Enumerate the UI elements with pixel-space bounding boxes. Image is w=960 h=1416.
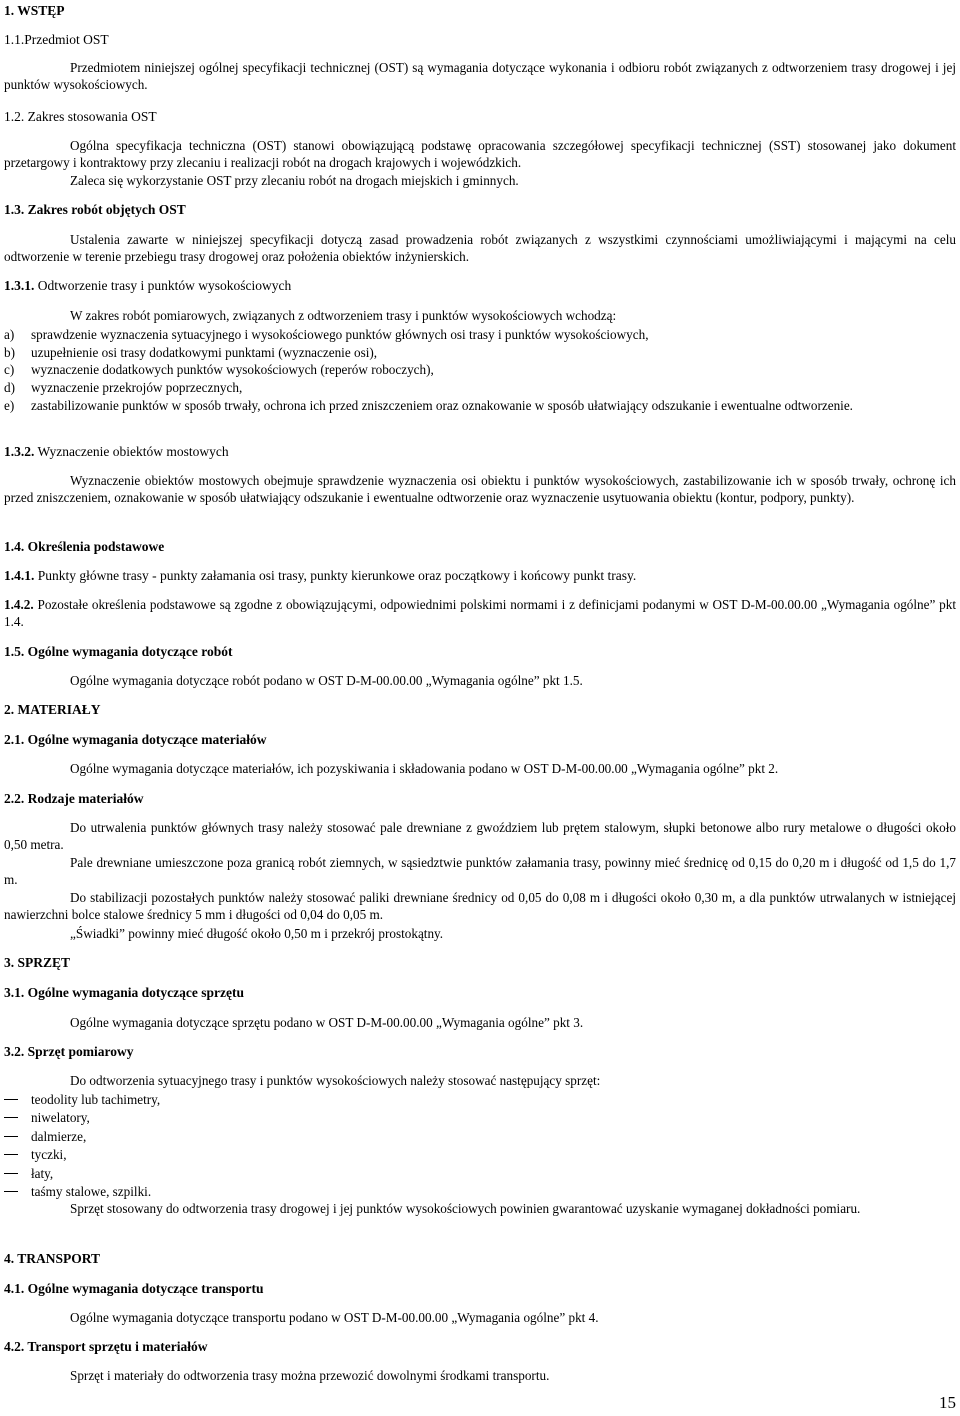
list-item: taśmy stalowe, szpilki.	[31, 1184, 152, 1199]
heading-1-3-2-title: Wyznaczenie obiektów mostowych	[37, 444, 229, 459]
list-item: teodolity lub tachimetry,	[31, 1092, 161, 1107]
paragraph-1-2-a: Ogólna specyfikacja techniczna (OST) stanowi obowiązującą podstawę opracowania szczegółowej specyfikacji technicznej (SST) stosowanej jako dokument przetargowy i kontraktowy przy zlecaniu i realizacji robót na drogach krajowych i wojewódzkich.	[4, 138, 956, 170]
paragraph-2-2-d: „Świadki” powinny mieć długość około 0,50 m i przekrój prostokątny.	[70, 926, 444, 941]
heading-1-3-2	[4, 443, 229, 460]
dash-bullet	[4, 1173, 18, 1174]
heading-4-2: 4.2. Transport sprzętu i materiałów	[4, 1339, 208, 1354]
paragraph-1-4-2	[4, 596, 956, 630]
paragraph-4-2: Sprzęt i materiały do odtworzenia trasy można przewozić dowolnymi środkami transportu.	[70, 1368, 550, 1383]
list-label: a)	[4, 327, 15, 342]
paragraph-1-4-2-text: Pozostałe określenia podstawowe są zgodne z obowiązującymi, odpowiednimi polskimi normami i z definicjami podanymi w OST D-M-00.00.00 „Wymagania ogólne” pkt 1.4.	[4, 597, 957, 629]
list-item: zastabilizowanie punktów w sposób trwały, ochrona ich przed zniszczeniem oraz oznakowanie w sposób ułatwiający odszukanie i ewentualne odtworzenie.	[31, 398, 853, 413]
dash-bullet	[4, 1136, 18, 1137]
paragraph-3-1: Ogólne wymagania dotyczące sprzętu podano w OST D-M-00.00.00 „Wymagania ogólne” pkt 3.	[70, 1015, 584, 1030]
heading-1-3-1-title: Odtworzenie trasy i punktów wysokościowych	[37, 278, 292, 293]
paragraph-1-5: Ogólne wymagania dotyczące robót podano w OST D-M-00.00.00 „Wymagania ogólne” pkt 1.5.	[70, 673, 583, 688]
paragraph-1-3: Ustalenia zawarte w niniejszej specyfikacji dotyczą zasad prowadzenia robót związanych z wszystkimi czynnościami umożliwiającymi i mającymi na celu odtworzenie w terenie przebiegu trasy drogowej oraz położenia obiektów inżynierskich.	[4, 232, 956, 264]
dash-bullet	[4, 1117, 18, 1118]
paragraph-1-3-1-intro: W zakres robót pomiarowych, związanych z odtworzeniem trasy i punktów wysokościowych wchodzą:	[70, 308, 617, 323]
list-item: dalmierze,	[31, 1129, 87, 1144]
list-label: b)	[4, 345, 15, 360]
paragraph-3-2-intro: Do odtworzenia sytuacyjnego trasy i punktów wysokościowych należy stosować następujący sprzęt:	[70, 1073, 601, 1088]
heading-1-3-1	[4, 277, 291, 294]
list-item: wyznaczenie przekrojów poprzecznych,	[31, 380, 243, 395]
paragraph-1-4-1-number: 1.4.1.	[4, 568, 35, 583]
heading-4-1: 4.1. Ogólne wymagania dotyczące transportu	[4, 1281, 264, 1296]
heading-1-4: 1.4. Określenia podstawowe	[4, 539, 165, 554]
heading-1-1: 1.1.Przedmiot OST	[4, 32, 109, 47]
heading-3-2: 3.2. Sprzęt pomiarowy	[4, 1044, 134, 1059]
list-item: tyczki,	[31, 1147, 67, 1162]
page-number: 15	[939, 1393, 956, 1412]
heading-1-3: 1.3. Zakres robót objętych OST	[4, 202, 186, 217]
heading-section-2: 2. MATERIAŁY	[4, 702, 101, 717]
heading-3-1: 3.1. Ogólne wymagania dotyczące sprzętu	[4, 985, 244, 1000]
list-label: e)	[4, 398, 15, 413]
paragraph-4-1: Ogólne wymagania dotyczące transportu podano w OST D-M-00.00.00 „Wymagania ogólne” pkt 4.	[70, 1310, 599, 1325]
paragraph-1-1: Przedmiotem niniejszej ogólnej specyfikacji technicznej (OST) są wymagania dotyczące wykonania i odbioru robót związanych z odtworzeniem trasy drogowej i jej punktów wysokościowych.	[4, 60, 956, 92]
dash-bullet	[4, 1154, 18, 1155]
paragraph-2-1: Ogólne wymagania dotyczące materiałów, ich pozyskiwania i składowania podano w OST D-M-00.00.00 „Wymagania ogólne” pkt 2.	[70, 761, 779, 776]
list-label: c)	[4, 362, 15, 377]
paragraph-1-2-b: Zaleca się wykorzystanie OST przy zlecaniu robót na drogach miejskich i gminnych.	[70, 173, 519, 188]
paragraph-1-4-1-text: Punkty główne trasy - punkty załamania osi trasy, punkty kierunkowe oraz początkowy i końcowy punkt trasy.	[37, 568, 637, 583]
list-item: łaty,	[31, 1166, 54, 1181]
list-item: niwelatory,	[31, 1110, 90, 1125]
list-item: uzupełnienie osi trasy dodatkowymi punktami (wyznaczenie osi),	[31, 345, 378, 360]
paragraph-2-2-a: Do utrwalenia punktów głównych trasy należy stosować pale drewniane z gwoździem lub prętem stalowym, słupki betonowe albo rury metalowe o długości około 0,50 metra.	[4, 820, 956, 852]
heading-2-2: 2.2. Rodzaje materiałów	[4, 791, 144, 806]
heading-2-1: 2.1. Ogólne wymagania dotyczące materiałów	[4, 732, 267, 747]
paragraph-2-2-b: Pale drewniane umieszczone poza granicą robót ziemnych, w sąsiedztwie punktów załamania trasy, powinny mieć średnicę od 0,15 do 0,20 m i długość od 1,5 do 1,7 m.	[4, 855, 956, 887]
heading-section-4: 4. TRANSPORT	[4, 1251, 101, 1266]
heading-1-3-1-number: 1.3.1.	[4, 278, 35, 293]
list-item: sprawdzenie wyznaczenia sytuacyjnego i wysokościowego punktów głównych osi trasy i punktów wysokościowych,	[31, 327, 649, 342]
dash-bullet	[4, 1191, 18, 1192]
paragraph-3-2: Sprzęt stosowany do odtworzenia trasy drogowej i jej punktów wysokościowych powinien gwarantować uzyskanie wymaganej dokładności pomiaru.	[70, 1201, 861, 1216]
dash-bullet	[4, 1099, 18, 1100]
heading-section-1: 1. WSTĘP	[4, 3, 65, 18]
list-label: d)	[4, 380, 15, 395]
paragraph-1-3-2: Wyznaczenie obiektów mostowych obejmuje sprawdzenie wyznaczenia osi obiektu i punktów wysokościowych, zastabilizowanie ich w sposób trwały, ochronę ich przed zniszczeniem, oznakowanie w sposób ułatwiający odszukanie i ewentualne odtworzenie oraz wyznaczenie usytuowania obiektu (kontur, podpory, punkty).	[4, 473, 956, 505]
paragraph-2-2-c: Do stabilizacji pozostałych punktów należy stosować paliki drewniane średnicy od 0,05 do 0,08 m i długości około 0,30 m, a dla punktów utrwalanych w istniejącej nawierzchni bolce stalowe średnicy 5 mm i długości od 0,04 do 0,05 m.	[4, 890, 956, 922]
heading-section-3: 3. SPRZĘT	[4, 955, 71, 970]
paragraph-1-4-1	[4, 567, 636, 584]
heading-1-3-2-number: 1.3.2.	[4, 444, 35, 459]
list-item: wyznaczenie dodatkowych punktów wysokościowych (reperów roboczych),	[31, 362, 434, 377]
paragraph-1-4-2-number: 1.4.2.	[4, 597, 34, 612]
heading-1-5: 1.5. Ogólne wymagania dotyczące robót	[4, 644, 233, 659]
heading-1-2: 1.2. Zakres stosowania OST	[4, 109, 157, 124]
